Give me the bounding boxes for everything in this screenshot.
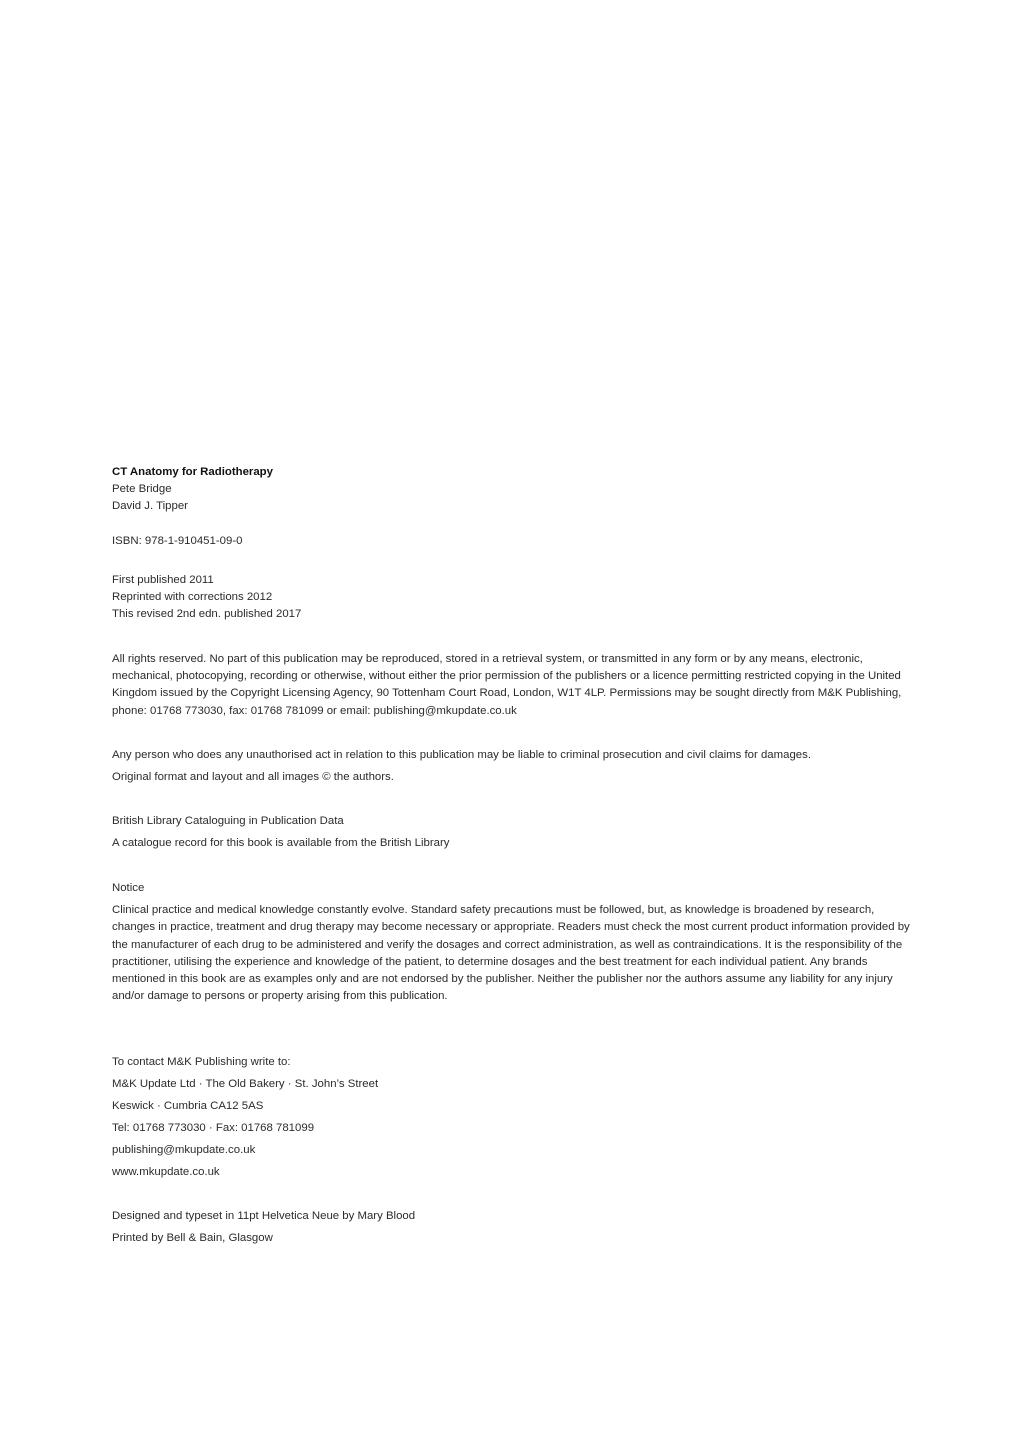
contact-block bbox=[112, 1051, 912, 1183]
author-name: David J. Tipper bbox=[112, 500, 188, 513]
notice-heading: Notice bbox=[112, 882, 145, 894]
cataloguing-block bbox=[112, 810, 912, 854]
liability-text: Any person who does any unauthorised act in relation to this publication may be liable to criminal prosecution and civil claims for damages. bbox=[112, 749, 812, 761]
book-title: CT Anatomy for Radiotherapy bbox=[112, 466, 273, 478]
history-line: First published 2011 bbox=[112, 574, 214, 586]
rights-block bbox=[112, 651, 912, 720]
history-line: This revised 2nd edn. published 2017 bbox=[112, 608, 302, 621]
design-credit: Designed and typeset in 11pt Helvetica Neue by Mary Blood bbox=[112, 1210, 416, 1222]
email-text: publishing@mkupdate.co.uk bbox=[112, 1144, 256, 1156]
rights-paragraph: All rights reserved. No part of this publication may be reproduced, stored in a retrieval system, or transmitted in any form or by any means, electronic, mechanical, photocopying, recording or otherwise, without either the prior permission of the publishers or a licence permitting restricted copying in the United Kingdom issued by the Copyright Licensing Agency, 90 Tottenham Court Road, London, W1T 4LP. Permissions may be sought directly from M&K Publishing, phone: 01768 773030, fax: 01768 781099 or email: publishing@mkupdate.co.uk bbox=[112, 653, 902, 717]
title-block bbox=[112, 464, 912, 516]
notice-block bbox=[112, 880, 912, 1005]
production-block bbox=[112, 1205, 912, 1249]
website-text: www.mkupdate.co.uk bbox=[112, 1166, 220, 1178]
cataloguing-text: A catalogue record for this book is available from the British Library bbox=[112, 837, 450, 849]
phone-fax: Tel: 01768 773030 · Fax: 01768 781099 bbox=[112, 1122, 315, 1134]
publication-history bbox=[112, 572, 912, 624]
notice-text: Clinical practice and medical knowledge constantly evolve. Standard safety precautions must be followed, but, as knowledge is broadened by research, changes in practice, treatment and drug therapy may become necessary or appropriate. Readers must check the most current product information provided by the manufacturer of each drug to be administered and verify the dosages and correct administration, as well as contraindications. It is the responsibility of the practitioner, utilising the experience and knowledge of the patient, to determine dosages and the best treatment for each individual patient. Any brands mentioned in this book are as examples only and are not endorsed by the publisher. Neither the publisher nor the authors assume any liability for any injury and/or damage to persons or property arising from this publication. bbox=[112, 904, 910, 1003]
cataloguing-heading: British Library Cataloguing in Publication Data bbox=[112, 815, 344, 827]
liability-block bbox=[112, 744, 912, 788]
contact-heading: To contact M&K Publishing write to: bbox=[112, 1056, 291, 1068]
author-name: Pete Bridge bbox=[112, 483, 172, 496]
address-line: M&K Update Ltd · The Old Bakery · St. John’s Street bbox=[112, 1078, 379, 1090]
history-line: Reprinted with corrections 2012 bbox=[112, 591, 273, 604]
address-line: Keswick · Cumbria CA12 5AS bbox=[112, 1100, 264, 1112]
isbn: ISBN: 978-1-910451-09-0 bbox=[112, 535, 243, 547]
isbn-block bbox=[112, 533, 912, 550]
copyright-text: Original format and layout and all images © the authors. bbox=[112, 771, 394, 783]
printer-credit: Printed by Bell & Bain, Glasgow bbox=[112, 1232, 273, 1244]
